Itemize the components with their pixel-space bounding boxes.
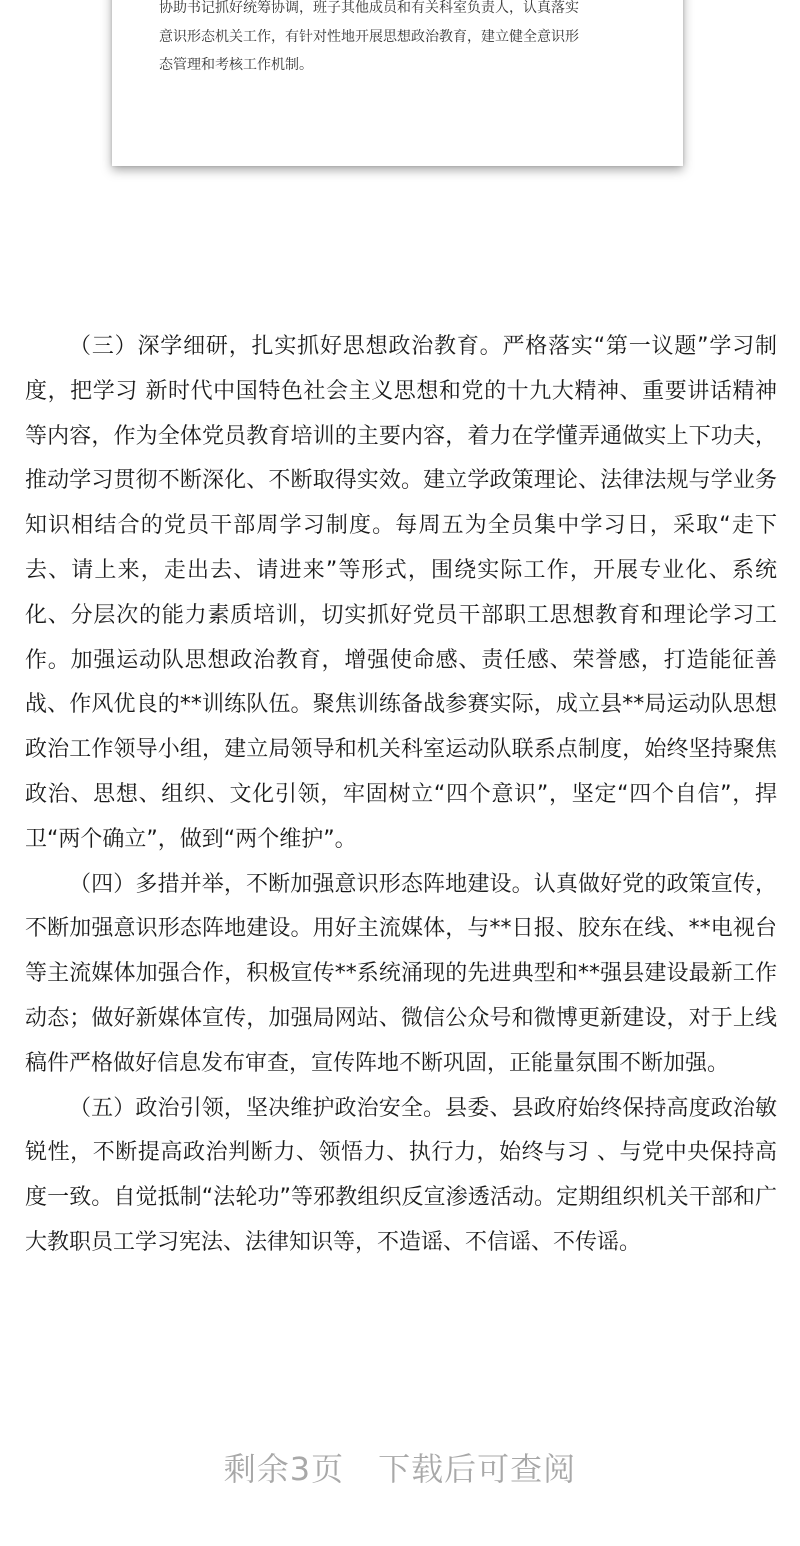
remaining-pages-notice[interactable]: [0, 1444, 800, 1490]
paragraph-five: （五）政治引领，坚决维护政治安全。县委、县政府始终保持高度政治敏锐性，不断提高政治判断力、领悟力、执行力，始终与习 、与党中央保持高度一致。自觉抵制“法轮功”等邪教组织反宣渗透活动。定期组织机关干部和广大教职员工学习宪法、法律知识等，不造谣、不信谣、不传谣。: [25, 1095, 777, 1255]
previous-page-line: 意识形态机关工作，有针对性地开展思想政治教育，建立健全意识形: [159, 28, 579, 45]
paragraph-four: （四）多措并举，不断加强意识形态阵地建设。认真做好党的政策宣传，不断加强意识形态阵地建设。用好主流媒体，与**日报、胶东在线、**电视台等主流媒体加强合作，积极宣传**系统涌现的先进典型和**强县建设最新工作动态；做好新媒体宣传，加强局网站、微信公众号和微博更新建设，对于上线稿件严格做好信息发布审查，宣传阵地不断巩固，正能量氛围不断加强。: [25, 871, 777, 1076]
download-hint: 下载后可查阅: [378, 1450, 577, 1488]
remaining-pages-count: 剩余3页: [223, 1450, 345, 1488]
document-body: [25, 325, 777, 1266]
paragraph-three: （三）深学细研，扎实抓好思想政治教育。严格落实“第一议题”学习制度，把学习 新时代中国特色社会主义思想和党的十九大精神、重要讲话精神等内容，作为全体党员教育培训的主要内容，着力在学懂弄通做实上下功夫，推动学习贯彻不断深化、不断取得实效。建立学政策理论、法律法规与学业务知识相结合的党员干部周学习制度。每周五为全员集中学习日，采取“走下去、请上来，走出去、请进来”等形式，围绕实际工作，开展专业化、系统化、分层次的能力素质培训，切实抓好党员干部职工思想教育和理论学习工作。加强运动队思想政治教育，增强使命感、责任感、荣誉感，打造能征善战、作风优良的**训练队伍。聚焦训练备战参赛实际，成立县**局运动队思想政治工作领导小组，建立局领导和机关科室运动队联系点制度，始终坚持聚焦政治、思想、组织、文化引领，牢固树立“四个意识”，坚定“四个自信”，捍卫“两个确立”，做到“两个维护”。: [25, 334, 777, 852]
previous-page-line: 协助书记抓好统筹协调，班子其他成员和有关科室负责人，认真落实: [159, 0, 579, 16]
previous-page-line: 态管理和考核工作机制。: [159, 57, 313, 73]
previous-page-card: [112, 0, 683, 166]
